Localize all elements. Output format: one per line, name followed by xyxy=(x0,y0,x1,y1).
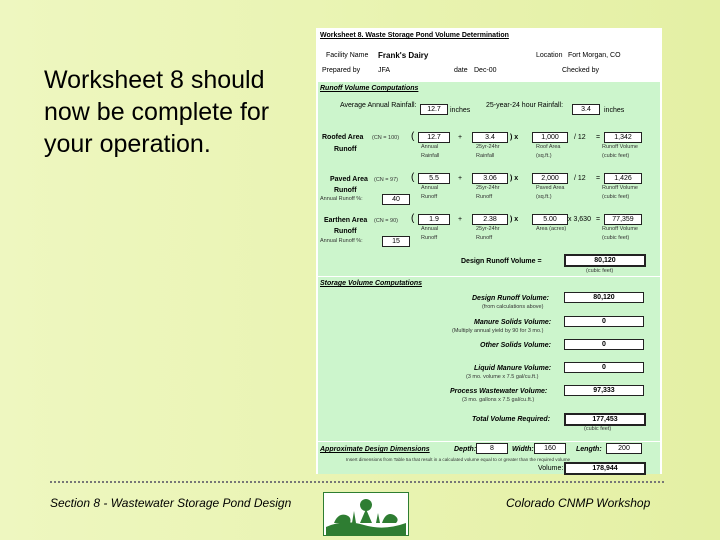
volume-value: 178,944 xyxy=(564,462,646,475)
equals-sign: = xyxy=(596,175,601,182)
row-c: 2,000 xyxy=(532,173,568,184)
row-b: 2.38 xyxy=(472,214,508,225)
storage-sub: (cubic feet) xyxy=(584,426,612,432)
depth-value: 8 xyxy=(476,443,508,454)
runoff-heading: Runoff Volume Computations xyxy=(320,85,419,92)
row-b-label: 25yr-24hr Rainfall xyxy=(476,144,500,159)
storm-value: 3.4 xyxy=(572,104,600,115)
row-b-label: 25yr-24hr Runoff xyxy=(476,185,500,200)
row-result: 1,342 xyxy=(604,132,642,143)
storage-label: Process Wastewater Volume: xyxy=(450,388,548,395)
storm-label: 25-year-24 hour Rainfall: xyxy=(486,102,564,109)
row-sub: Runoff xyxy=(334,146,357,153)
storage-value: 0 xyxy=(564,362,644,373)
design-runoff-value: 80,120 xyxy=(564,254,646,267)
facility-value: Frank's Dairy xyxy=(378,51,429,60)
row-c-label: Roof Area (sq.ft.) xyxy=(536,144,561,159)
row-name: Roofed Area xyxy=(322,134,364,141)
row-a: 5.5 xyxy=(418,173,450,184)
annual-rainfall-value: 12.7 xyxy=(420,104,448,115)
row-extra-value: 40 xyxy=(382,194,410,205)
dimensions-note: Insert dimensions from Table 5a that result in a calculated volume equal to or greater than the required volume xyxy=(346,457,571,462)
row-name: Earthen Area xyxy=(324,217,368,224)
row-b-label: 25yr-24hr Runoff xyxy=(476,226,500,241)
open-paren: ( xyxy=(411,213,415,224)
open-paren: ( xyxy=(411,131,415,142)
length-label: Length: xyxy=(576,446,602,453)
row-result: 77,359 xyxy=(604,214,642,225)
storage-sub: (3 mo. volume x 7.5 gal/cu.ft.) xyxy=(466,374,539,380)
row-result-label: Runoff Volume (cubic feet) xyxy=(602,185,638,200)
row-b: 3.06 xyxy=(472,173,508,184)
row-cn: (CN = 90) xyxy=(374,218,398,224)
equals-sign: = xyxy=(596,216,601,223)
date-label: date xyxy=(454,67,468,74)
row-extra-label: Annual Runoff %: xyxy=(320,196,363,202)
row-c-label: Area (acres) xyxy=(536,226,567,232)
open-paren: ( xyxy=(411,172,415,183)
storage-heading: Storage Volume Computations xyxy=(320,280,423,287)
prepared-label: Prepared by xyxy=(322,67,361,74)
storage-sub: (3 mo. gallons x 7.5 gal/cu.ft.) xyxy=(462,397,535,403)
storage-label: Liquid Manure Volume: xyxy=(474,365,552,372)
facility-label: Facility Name xyxy=(326,52,369,59)
location-label: Location xyxy=(536,52,563,59)
footer-left: Section 8 - Wastewater Storage Pond Design xyxy=(50,496,292,510)
row-a-label: Annual Runoff xyxy=(421,226,439,241)
width-label: Width: xyxy=(512,446,534,453)
row-result-label: Runoff Volume (cubic feet) xyxy=(602,144,638,159)
storage-label: Other Solids Volume: xyxy=(480,342,551,349)
storage-value: 0 xyxy=(564,316,644,327)
depth-label: Depth: xyxy=(454,446,477,453)
worksheet-title: Worksheet 8. Waste Storage Pond Volume Determination xyxy=(320,32,509,39)
row-a-label: Annual Runoff xyxy=(421,185,439,200)
row-sub: Runoff xyxy=(334,187,357,194)
date-value: Dec-00 xyxy=(474,67,497,74)
plus-sign: + xyxy=(458,216,463,223)
storage-value: 0 xyxy=(564,339,644,350)
row-extra-value: 15 xyxy=(382,236,410,247)
row-b: 3.4 xyxy=(472,132,508,143)
row-result: 1,426 xyxy=(604,173,642,184)
equals-sign: = xyxy=(596,134,601,141)
slide-title: Worksheet 8 should now be complete for your operation. xyxy=(44,66,270,158)
row-a: 12.7 xyxy=(418,132,450,143)
row-c: 1,000 xyxy=(532,132,568,143)
times-sign: ) x xyxy=(510,134,519,141)
storm-unit: inches xyxy=(604,107,625,114)
ncrs-logo-icon xyxy=(323,492,409,536)
row-a: 1.9 xyxy=(418,214,450,225)
annual-rainfall-unit: inches xyxy=(450,107,471,114)
footer-divider xyxy=(50,481,664,483)
row-sub: Runoff xyxy=(334,228,357,235)
times-sign: ) x xyxy=(510,216,519,223)
storage-label: Manure Solids Volume: xyxy=(474,319,552,326)
volume-label: Volume: xyxy=(538,465,564,472)
checked-label: Checked by xyxy=(562,67,599,74)
row-div: / 12 xyxy=(574,175,586,182)
footer-right: Colorado CNMP Workshop xyxy=(506,496,651,510)
ncrs-logo-graphic xyxy=(324,493,408,535)
storage-sub: (from calculations above) xyxy=(482,304,544,310)
row-div: x 3,630 xyxy=(568,216,591,223)
row-name: Paved Area xyxy=(330,176,368,183)
storage-label: Total Volume Required: xyxy=(472,416,551,423)
length-value: 200 xyxy=(606,443,642,454)
location-value: Fort Morgan, CO xyxy=(568,52,621,59)
design-runoff-unit: (cubic feet) xyxy=(586,268,614,274)
annual-rainfall-label: Average Annual Rainfall: xyxy=(340,102,417,109)
row-c: 5.00 xyxy=(532,214,568,225)
row-result-label: Runoff Volume (cubic feet) xyxy=(602,226,638,241)
storage-label: Design Runoff Volume: xyxy=(472,295,549,302)
row-cn: (CN = 97) xyxy=(374,177,398,183)
plus-sign: + xyxy=(458,134,463,141)
worksheet-8 xyxy=(316,28,662,474)
storage-value: 97,333 xyxy=(564,385,644,396)
design-runoff-label: Design Runoff Volume = xyxy=(461,258,542,265)
row-cn: (CN = 100) xyxy=(372,135,400,141)
row-a-label: Annual Rainfall xyxy=(421,144,440,159)
storage-value: 80,120 xyxy=(564,292,644,303)
dimensions-heading: Approximate Design Dimensions xyxy=(320,446,430,453)
width-value: 160 xyxy=(534,443,566,454)
row-c-label: Paved Area (sq.ft.) xyxy=(536,185,565,200)
storage-sub: (Multiply annual yield by 90 for 3 mo.) xyxy=(452,328,544,334)
times-sign: ) x xyxy=(510,175,519,182)
storage-value: 177,453 xyxy=(564,413,646,426)
row-div: / 12 xyxy=(574,134,586,141)
row-extra-label: Annual Runoff %: xyxy=(320,238,363,244)
plus-sign: + xyxy=(458,175,463,182)
prepared-value: JFA xyxy=(378,67,391,74)
